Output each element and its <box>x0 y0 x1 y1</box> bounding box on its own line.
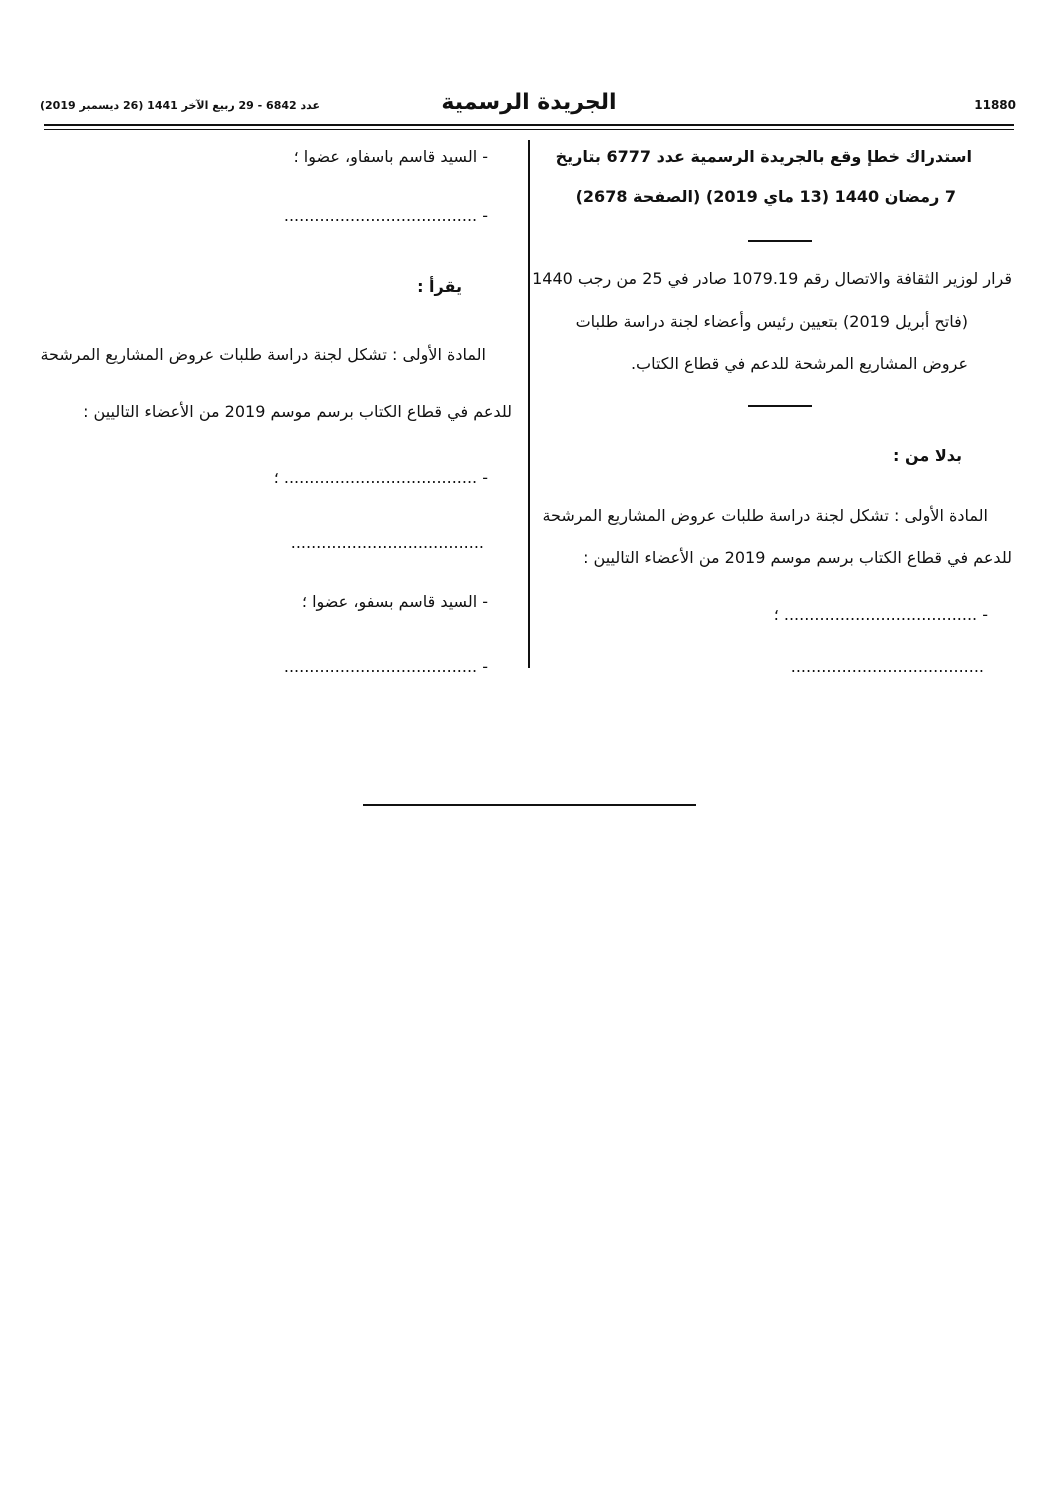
column-divider <box>528 140 530 668</box>
member-line: - ...................................... <box>283 657 488 676</box>
article-one-line1: المادة الأولى : تشكل لجنة دراسة طلبات عروض المشاريع المرشحة <box>40 345 486 364</box>
member-placeholder: - ...................................... ؛ <box>773 605 988 624</box>
page-number: 11880 <box>974 98 1016 112</box>
section-divider <box>748 240 812 242</box>
end-rule <box>363 804 696 806</box>
read-label: يقرأ : <box>417 277 462 296</box>
member-placeholder: - ...................................... ؛ <box>273 468 488 487</box>
header-rule <box>44 124 1014 126</box>
issue-info: عدد 6842 - 29 ربيع الآخر 1441 (26 ديسمبر 2019) <box>40 99 321 112</box>
member-placeholder: ...................................... <box>290 533 484 552</box>
decision-line2: (فاتح أبريل 2019) بتعيين رئيس وأعضاء لجنة دراسة طلبات <box>575 312 968 331</box>
gazette-title: الجريدة الرسمية <box>441 90 617 115</box>
header-rule-thin <box>44 129 1014 130</box>
decision-line1: قرار لوزير الثقافة والاتصال رقم 1079.19 صادر في 25 من رجب 1440 <box>532 269 1012 288</box>
erratum-heading-line2: 7 رمضان 1440 (13 ماي 2019) (الصفحة 2678) <box>575 187 956 206</box>
erratum-heading-line1: استدراك خطإ وقع بالجريدة الرسمية عدد 6777 بتاريخ <box>555 147 972 166</box>
instead-of-label: بدلا من : <box>892 446 962 465</box>
decision-line3: عروض المشاريع المرشحة للدعم في قطاع الكتاب. <box>630 354 968 373</box>
member-line: - السيد قاسم بسفو، عضوا ؛ <box>301 592 488 611</box>
article-one-line2: للدعم في قطاع الكتاب برسم موسم 2019 من الأعضاء التاليين : <box>583 548 1012 567</box>
member-line: - السيد قاسم باسفاو، عضوا ؛ <box>293 147 488 166</box>
article-one-line2: للدعم في قطاع الكتاب برسم موسم 2019 من الأعضاء التاليين : <box>83 402 512 421</box>
member-placeholder: ...................................... <box>790 657 984 676</box>
section-divider <box>748 405 812 407</box>
article-one-line1: المادة الأولى : تشكل لجنة دراسة طلبات عروض المشاريع المرشحة <box>542 506 988 525</box>
member-line: - ...................................... <box>283 206 488 225</box>
